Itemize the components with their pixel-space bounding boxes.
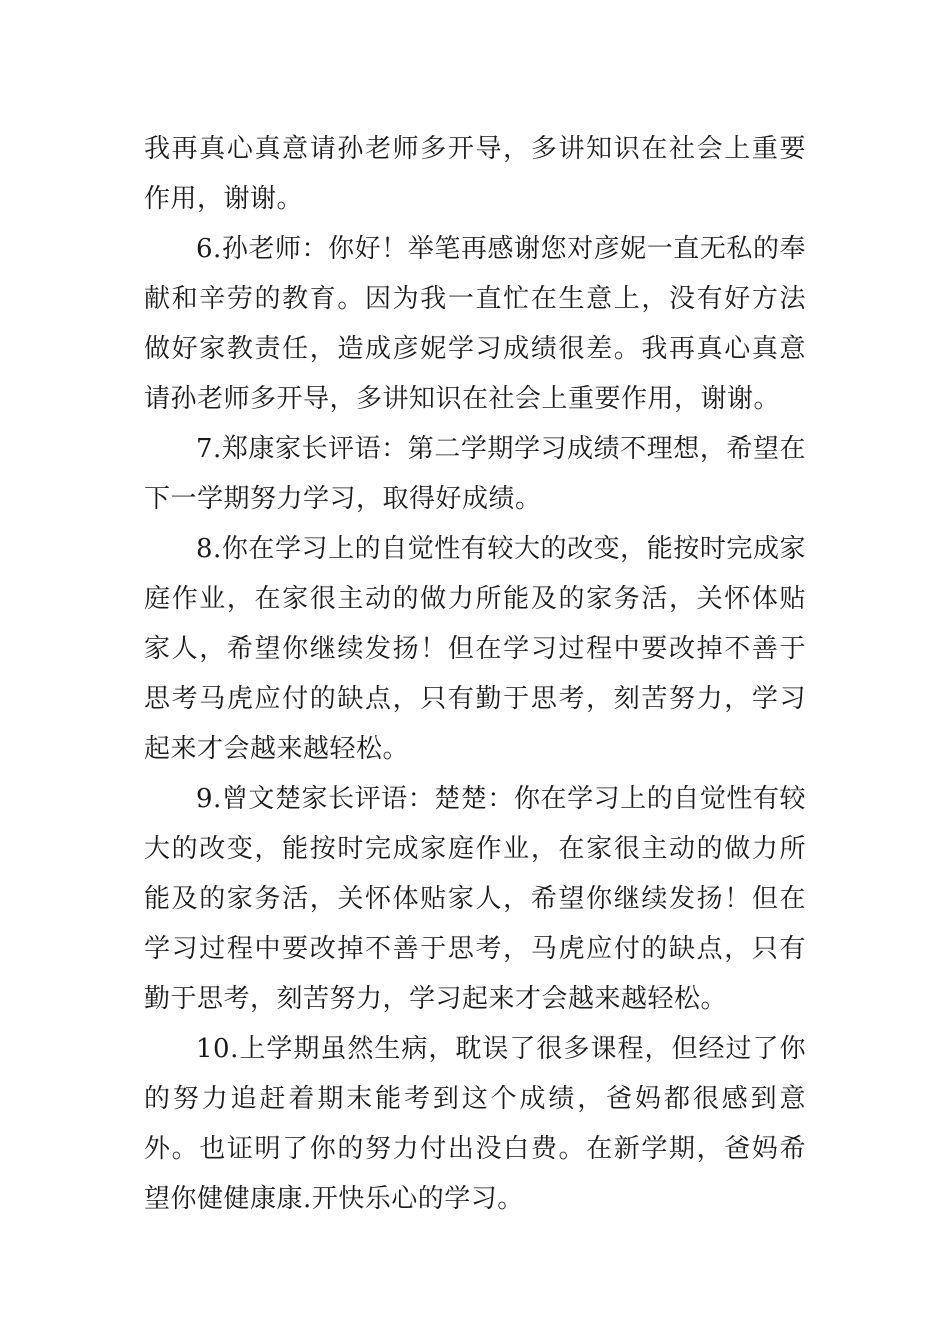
paragraph-6: 6.孙老师：你好！举笔再感谢您对彦妮一直无私的奉献和辛劳的教育。因为我一直忙在生意上，没有好方法做好家教责任，造成彦妮学习成绩很差。我再真心真意请孙老师多开导，多讲知识在社会上重要作用，谢谢。 [144, 234, 806, 414]
paragraph-7: 7.郑康家长评语：第二学期学习成绩不理想，希望在下一学期努力学习，取得好成绩。 [144, 434, 806, 514]
paragraph-continuation: 我再真心真意请孙老师多开导，多讲知识在社会上重要作用，谢谢。 [144, 134, 806, 214]
paragraph-10: 10.上学期虽然生病，耽误了很多课程，但经过了你的努力追赶着期末能考到这个成绩，爸妈都很感到意外。也证明了你的努力付出没白费。在新学期，爸妈希望你健健康康.开快乐心的学习。 [144, 1034, 806, 1214]
paragraph-9: 9.曾文楚家长评语：楚楚：你在学习上的自觉性有较大的改变，能按时完成家庭作业，在家很主动的做力所能及的家务活，关怀体贴家人，希望你继续发扬！但在学习过程中要改掉不善于思考，马虎应付的缺点，只有勤于思考，刻苦努力，学习起来才会越来越轻松。 [144, 784, 806, 1014]
document-body [144, 124, 806, 1224]
paragraph-8: 8.你在学习上的自觉性有较大的改变，能按时完成家庭作业，在家很主动的做力所能及的家务活，关怀体贴家人，希望你继续发扬！但在学习过程中要改掉不善于思考马虎应付的缺点，只有勤于思考，刻苦努力，学习起来才会越来越轻松。 [144, 534, 806, 764]
